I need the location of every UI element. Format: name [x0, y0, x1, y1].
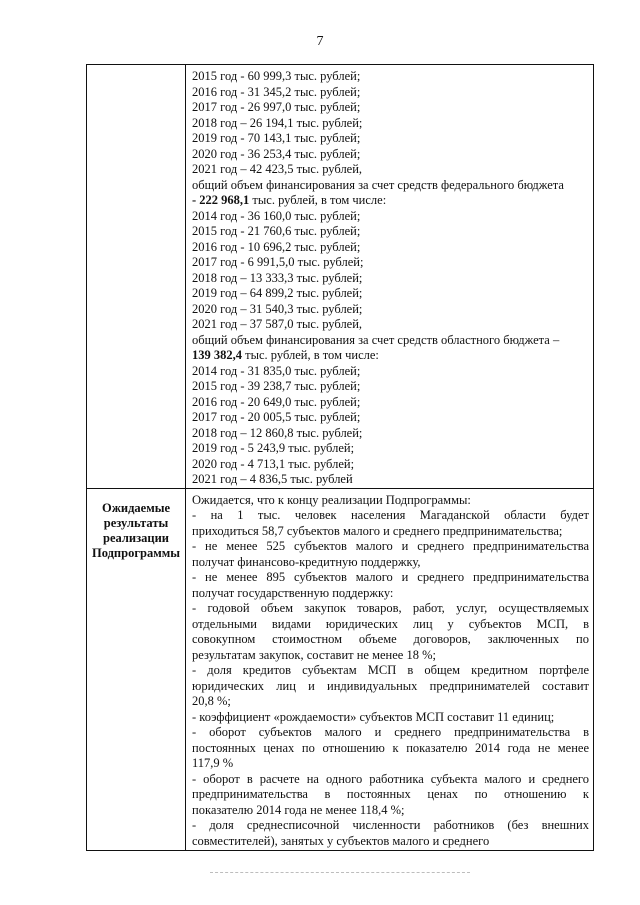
result-item-first-line: - годовой объем закупок товаров, работ, услуг, осуществляемых — [192, 601, 589, 615]
federal-year-line: 2019 год – 64 899,2 тыс. рублей; — [192, 286, 363, 300]
regional-total-suffix: тыс. рублей, в том числе: — [242, 348, 379, 362]
finance-content-cell — [186, 65, 594, 489]
scan-artifact-line — [210, 872, 470, 875]
result-item — [192, 818, 589, 849]
result-item-line: 20,8 %; — [192, 694, 231, 708]
results-intro: Ожидается, что к концу реализации Подпрограммы: — [192, 492, 471, 507]
result-item — [192, 508, 589, 539]
result-item-line: совокупном стоимостном объеме договоров, заключенных по — [192, 632, 589, 646]
result-item-first-line: - не менее 895 субъектов малого и среднего предпринимательства — [192, 570, 589, 584]
result-item-first-line: - оборот субъектов малого и среднего предпринимательства в — [192, 725, 589, 739]
federal-total-line — [192, 193, 589, 209]
results-label-cell — [87, 488, 186, 850]
result-item — [192, 725, 589, 772]
federal-year-line: 2015 год - 21 760,6 тыс. рублей; — [192, 224, 361, 238]
result-item-line: получат государственную поддержку: — [192, 585, 394, 600]
regional-year-line: 2019 год - 5 243,9 тыс. рублей; — [192, 441, 355, 455]
regional-year-line: 2014 год - 31 835,0 тыс. рублей; — [192, 363, 361, 378]
year-amount-line: 2020 год - 36 253,4 тыс. рублей; — [192, 146, 361, 161]
regional-year-line: 2016 год - 20 649,0 тыс. рублей; — [192, 394, 361, 409]
regional-year-line: 2021 год – 4 836,5 тыс. рублей — [192, 472, 353, 486]
year-amount-line: 2018 год – 26 194,1 тыс. рублей; — [192, 115, 363, 130]
result-item — [192, 663, 589, 710]
result-item-line: приходиться 58,7 субъектов малого и среднего предпринимательства; — [192, 523, 563, 538]
results-label — [89, 501, 183, 561]
program-table — [86, 64, 594, 851]
result-item-line: показателю 2014 года не менее 118,4 %; — [192, 802, 405, 817]
year-amount-line: 2017 год - 26 997,0 тыс. рублей; — [192, 100, 361, 114]
result-item-line: постоянных ценах по отношению к показателю 2014 года не менее — [192, 740, 589, 755]
results-label-line: Подпрограммы — [91, 545, 180, 560]
table-row-finance — [87, 65, 594, 489]
result-item-first-line: - не менее 525 субъектов малого и среднего предпринимательства — [192, 539, 589, 553]
finance-label-cell — [87, 65, 186, 489]
federal-year-line: 2017 год - 6 991,5,0 тыс. рублей; — [192, 255, 364, 269]
result-item-line: результатам закупок, составит не менее 18 %; — [192, 647, 436, 662]
result-item-line: получат финансово-кредитную поддержку, — [192, 554, 421, 569]
regional-by-year — [192, 364, 589, 488]
result-item-line: предпринимательства в постоянных ценах по отношению к — [192, 787, 589, 801]
result-item — [192, 570, 589, 601]
result-item — [192, 539, 589, 570]
federal-by-year — [192, 209, 589, 333]
results-label-line: Ожидаемые — [101, 500, 171, 515]
results-label-line: реализации — [103, 530, 169, 545]
results-label-line: результаты — [103, 515, 169, 530]
result-item-line: совместителей), занятых у субъектов малого и среднего — [192, 833, 490, 848]
regional-total: 139 382,4 — [192, 348, 242, 362]
federal-intro: общий объем финансирования за счет средств федерального бюджета — [192, 177, 564, 192]
result-item — [192, 601, 589, 663]
federal-year-line: 2016 год - 10 696,2 тыс. рублей; — [192, 239, 361, 254]
year-amount-line: 2021 год – 42 423,5 тыс. рублей, — [192, 162, 363, 176]
result-item-first-line: - на 1 тыс. человек населения Магаданской области будет — [192, 508, 589, 522]
results-content-cell — [186, 488, 594, 850]
federal-total: - 222 968,1 — [192, 193, 250, 207]
regional-year-line: 2015 год - 39 238,7 тыс. рублей; — [192, 379, 361, 393]
regional-year-line: 2018 год – 12 860,8 тыс. рублей; — [192, 425, 363, 440]
regional-intro: общий объем финансирования за счет средств областного бюджета – — [192, 332, 560, 347]
finance-total-by-year — [192, 69, 589, 178]
result-item-line: отдельными видами юридических лиц у субъектов МСП, в — [192, 616, 589, 631]
table-row-results — [87, 488, 594, 850]
federal-year-line: 2020 год – 31 540,3 тыс. рублей; — [192, 301, 363, 316]
federal-year-line: 2021 год – 37 587,0 тыс. рублей, — [192, 317, 363, 331]
result-item-first-line: - доля кредитов субъектам МСП в общем кредитном портфеле — [192, 663, 589, 677]
federal-year-line: 2018 год – 13 333,3 тыс. рублей; — [192, 270, 363, 285]
year-amount-line: 2016 год - 31 345,2 тыс. рублей; — [192, 84, 361, 99]
year-amount-line: 2015 год - 60 999,3 тыс. рублей; — [192, 69, 361, 83]
result-item — [192, 772, 589, 819]
result-item-line: юридических лиц и индивидуальных предпринимателей составит — [192, 678, 589, 693]
regional-year-line: 2017 год - 20 005,5 тыс. рублей; — [192, 410, 361, 424]
result-item-first-line: - доля среднесписочной численности работников (без внешних — [192, 818, 589, 832]
results-list — [192, 508, 589, 849]
federal-total-suffix: тыс. рублей, в том числе: — [249, 193, 387, 207]
regional-year-line: 2020 год - 4 713,1 тыс. рублей; — [192, 456, 355, 471]
federal-year-line: 2014 год - 36 160,0 тыс. рублей; — [192, 208, 361, 223]
result-item — [192, 710, 589, 726]
result-item-first-line: - оборот в расчете на одного работника субъекта малого и среднего — [192, 771, 589, 786]
result-item-line: 117,9 % — [192, 756, 234, 770]
result-item-first-line: - коэффициент «рождаемости» субъектов МСП составит 11 единиц; — [192, 709, 555, 724]
regional-total-line — [192, 348, 589, 364]
year-amount-line: 2019 год - 70 143,1 тыс. рублей; — [192, 131, 361, 145]
page-number: 7 — [316, 34, 324, 49]
